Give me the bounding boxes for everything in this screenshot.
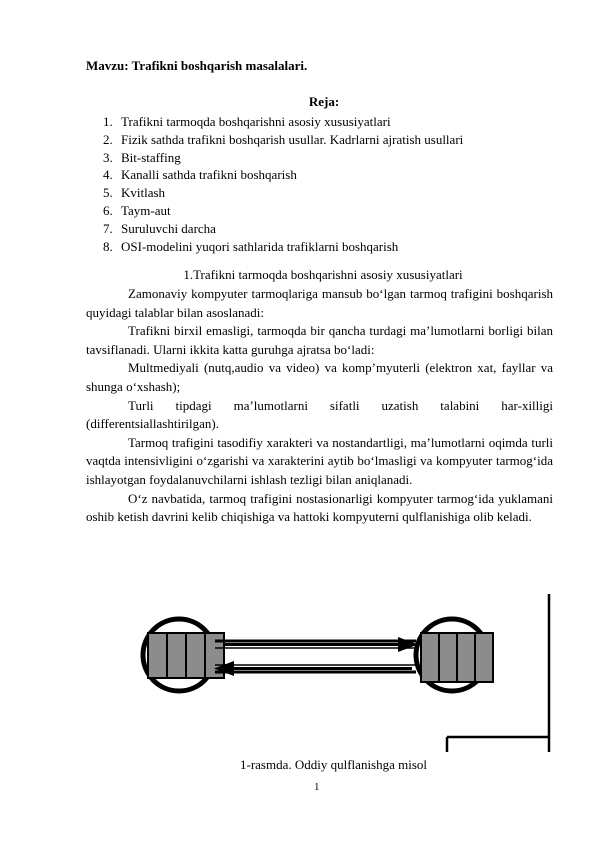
figure-caption: 1-rasmda. Oddiy qulflanishga misol	[240, 757, 428, 772]
topic-heading: Mavzu: Trafikni boshqarish masalalari.	[86, 58, 308, 73]
plan-title: Reja:	[308, 94, 340, 109]
plan-item: 1. Trafikni tarmoqda boshqarishni asosiy xususiyatlari	[103, 114, 391, 129]
plan-item: 6. Taym-aut	[103, 202, 171, 218]
paragraph: Multmediyali (nutq,audio va video) va komp’myuterli (elektron xat, fayllar va shunga o‘xshash);	[86, 360, 553, 394]
paragraph: Zamonaviy kompyuter tarmoqlariga mansub bo‘lgan tarmoq trafigini boshqarish quyidagi talablar bilan asoslanadi:	[86, 286, 553, 320]
plan-item: 2. Fizik sathda trafikni boshqarish usullar. Kadrlarni ajratish usullari	[103, 131, 464, 147]
plan-list	[103, 113, 463, 255]
body-text	[86, 285, 553, 527]
paragraph: Turli tipdagi ma’lumotlarni sifatli uzatish talabini har-xilligi (differentsiallashtirilgan).	[86, 397, 553, 432]
paragraph: Trafikni birxil emasligi, tarmoqda bir qancha turdagi ma’lumotlarni borligi bilan tavsiflanadi. Ularni ikkita katta guruhga ajratsa bo‘ladi:	[86, 323, 553, 357]
left-buffer-queue	[148, 633, 224, 678]
left-arrow-icon	[214, 661, 412, 676]
plan-item: 4. Kanalli sathda trafikni boshqarish	[103, 167, 297, 183]
paragraph: O‘z navbatida, tarmoq trafigini nostasionarligi kompyuter tarmog‘ida yuklamani oshib ketish davrini kelib chiqishiga va hattoki kompyuterni qulflanishiga olib keladi.	[86, 490, 553, 525]
right-buffer-queue	[421, 633, 493, 682]
deadlock-diagram	[130, 586, 570, 756]
section-title: 1.Trafikni tarmoqda boshqarishni asosiy xususiyatlari	[183, 267, 463, 282]
plan-item: 3. Bit-staffing	[103, 149, 181, 165]
plan-item: 5. Kvitlash	[103, 185, 166, 201]
right-node	[416, 619, 493, 691]
plan-item: 7. Suruluvchi darcha	[103, 220, 216, 236]
right-arrow-icon	[225, 637, 418, 652]
left-node	[143, 619, 224, 691]
paragraph: Tarmoq trafigini tasodifiy xarakteri va nostandartligi, ma’lumotlarni oqimda turli vaqtda intensivligini o‘zgarishi va xarakterini aytib bo‘lmasligi va kompyuter tarmog‘ida ishlayotgan foydalanuvchilarni ishlash tezligi bilan aniqlanadi.	[86, 434, 553, 487]
page-number: 1	[314, 781, 320, 793]
plan-item: 8. OSI-modelini yuqori sathlarida trafiklarni boshqarish	[103, 238, 399, 254]
